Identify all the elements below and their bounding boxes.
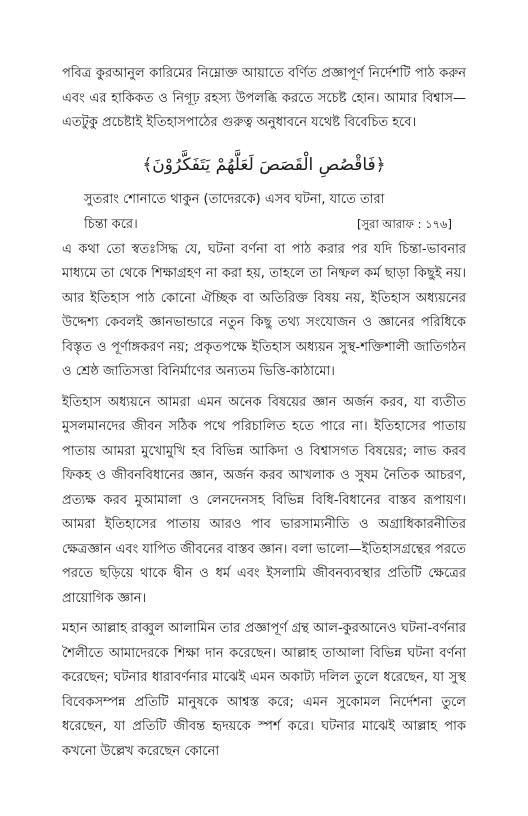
translation-line-1: সুতরাং শোনাতে থাকুন (তাদেরকে) এসব ঘটনা, যাতে তারা xyxy=(84,191,385,207)
paragraph-history-study: ইতিহাস অধ্যয়নে আমরা এমন অনেক বিষয়ের জ্ঞান অর্জন করব, যা ব্যতীত মুসলমানদের জীবন সঠিক পথে পরিচালিত হতে পারে না। ইতিহাসের পাতায় পাতায় আমরা মুখোমুখি হব বিভিন্ন আকিদা ও বিশ্বাসগত বিষয়ের; লাভ করব ফিকহ ও জীবনবিধানের জ্ঞান, অর্জন করব আখলাক ও সুষম নৈতিক আচরণ, প্রত্যক্ষ করব মুআমালা ও লেনদেনসহ বিভিন্ন বিধি-বিধানের বাস্তব রূপায়ণ। আমরা ইতিহাসের পাতায় আরও পাব ভারসাম্যনীতি ও অগ্রাধিকারনীতির ক্ষেত্রজ্ঞান এবং যাপিত জীবনের বাস্তব জ্ঞান। বলা ভালো—ইতিহাসগ্রন্থের পরতে পরতে ছড়িয়ে থাকে দ্বীন ও ধর্ম এবং ইসলামি জীবনব্যবস্থার প্রতিটি ক্ষেত্রের প্রায়োগিক জ্ঞান। xyxy=(62,394,466,606)
verse-reference: [সুরা আরাফ : ১৭৬] xyxy=(357,217,452,231)
paragraph-intro: পবিত্র কুরআনুল কারিমের নিম্নোক্ত আয়াতে বর্ণিত প্রজ্ঞাপূর্ণ নির্দেশটি পাঠ করুন এবং এর হাকিকত ও নিগূঢ় রহস্য উপলব্ধি করতে সচেষ্ট হোন। আমার বিশ্বাস—এতটুকু প্রচেষ্টাই ইতিহাসপাঠের গুরুত্ব অনুধাবনে যথেষ্ট বিবেচিত হবে। xyxy=(62,66,466,130)
paragraph-reflection: এ কথা তো স্বতঃসিদ্ধ যে, ঘটনা বর্ণনা বা পাঠ করার পর যদি চিন্তা-ভাবনার মাধ্যমে তা থেকে শিক্ষাগ্রহণ না করা হয়, তাহলে তা নিষ্ফল কর্ম ছাড়া কিছুই নয়। আর ইতিহাস পাঠ কোনো ঐচ্ছিক বা অতিরিক্ত বিষয় নয়, ইতিহাস অধ্যয়নের উদ্দেশ্য কেবলই জ্ঞানভান্ডারে নতুন কিছু তথ্য সংযোজন ও জ্ঞানের পরিধিকে বিস্তৃত ও পূর্ণাঙ্গকরণ নয়; প্রকৃতপক্ষে ইতিহাস অধ্যয়ন সুস্থ-শক্তিশালী জাতিগঠন ও শ্রেষ্ঠ জাতিসত্তা বিনির্মাণের অন্যতম ভিত্তি-কাঠামো। xyxy=(62,241,466,379)
verse-translation xyxy=(84,188,452,238)
translation-line-2-row xyxy=(84,212,452,238)
quran-verse: ﴿فَاقْصُصِ الْقَصَصَ لَعَلَّهُمْ يَتَفَكَّرُوْنَ﴾ xyxy=(142,154,386,175)
translation-line-2: চিন্তা করে। xyxy=(84,217,138,232)
book-page xyxy=(62,62,466,764)
paragraph-quran-narratives: মহান আল্লাহ রাব্বুল আলামিন তার প্রজ্ঞাপূর্ণ গ্রন্থ আল-কুরআনেও ঘটনা-বর্ণনার শৈলীতে আমাদেরকে শিক্ষা দান করেছেন। আল্লাহ তাআলা বিভিন্ন ঘটনা বর্ণনা করেছেন; ঘটনার ধারাবর্ণনার মাঝেই এমন অকাট্য দলিল তুলে ধরেছেন, যা সুস্থ বিবেকসম্পন্ন প্রতিটি মানুষকে আশ্বস্ত করে; এমন সুকোমল নির্দেশনা তুলে ধরেছেন, যা প্রতিটি জীবন্ত হৃদয়কে স্পর্শ করে। ঘটনার মাঝেই আল্লাহ পাক কখনো উল্লেখ করেছেন কোনো xyxy=(62,621,466,759)
